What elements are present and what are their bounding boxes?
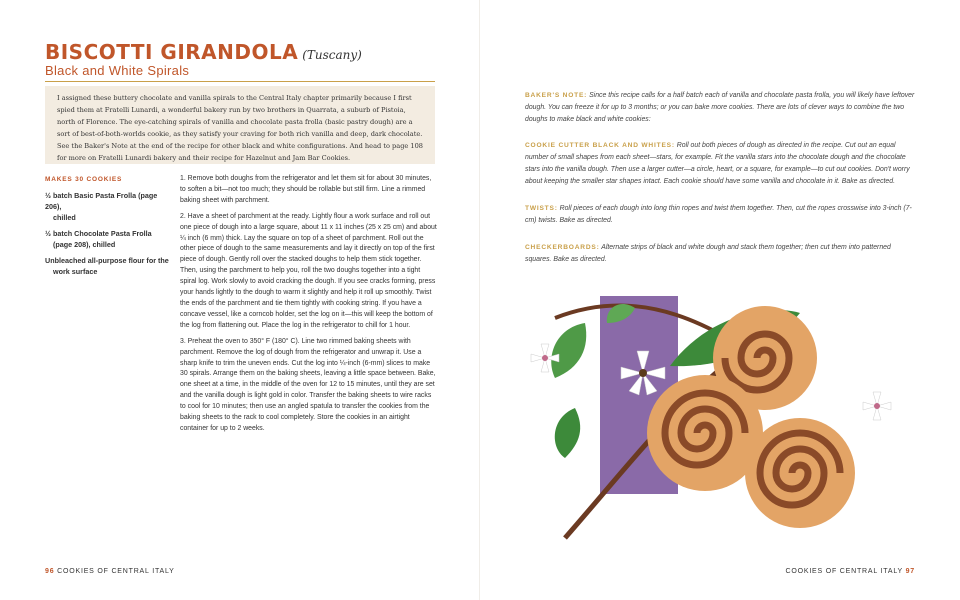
ingredient-item: ½ batch Basic Pasta Frolla (page 206), chilled	[45, 191, 158, 222]
footer-right: COOKIES OF CENTRAL ITALY 97	[785, 568, 915, 575]
cookie-illustration	[525, 288, 925, 550]
note-cookie-cutter: COOKIE CUTTER BLACK AND WHITES: Roll out both pieces of dough as directed in the recipe. Cut out an equal number of small shapes from each sheet—stars, for example. Fit the vanilla stars into the chocolate dough and the chocolate stars into the vanilla dough. Then use a larger cutter—a circle, heart, or a square, for example—to cut out cookies. Don't worry about keeping the smaller star shapes intact. Each cookie should have some vanilla and chocolate in it. Bake as directed.	[525, 142, 910, 185]
note-checkerboards: CHECKERBOARDS: Alternate strips of black and white dough and stack them together; then cut them into patterned squares. Bake as directed.	[525, 244, 891, 263]
note-twists: TWISTS: Roll pieces of each dough into long thin ropes and twist them together. Then, cut the ropes crosswise into 3-inch (7-cm) twists. Bake as directed.	[525, 205, 912, 224]
footer-left: 96 COOKIES OF CENTRAL ITALY	[45, 568, 175, 575]
yield-label: MAKES 30 COOKIES	[45, 176, 123, 183]
flower-icon	[863, 392, 891, 420]
ingredient-item: Unbleached all-purpose flour for the work surface	[45, 256, 169, 276]
step-1: 1. Remove both doughs from the refrigerator and let them sit for about 30 minutes, to soften a bit—not too much; they should be rollable but still firm. Line a rimmed baking sheet with parchment.	[180, 175, 432, 204]
leaf-icon	[551, 323, 586, 378]
right-page	[480, 0, 960, 600]
recipe-title: BISCOTTI GIRANDOLA (Tuscany)	[45, 40, 362, 64]
title-rule	[45, 81, 435, 82]
bakers-note: BAKER'S NOTE: Since this recipe calls for a half batch each of vanilla and chocolate pasta frolla, you will likely have leftover dough. You can freeze it for up to 3 months; or you can bake more cookies. There are lots of clever ways to combine the two doughs to make black and white cookies:	[525, 92, 915, 123]
recipe-subtitle: Black and White Spirals	[45, 63, 190, 78]
page-number: 96	[45, 568, 55, 575]
page-number: 97	[905, 568, 915, 575]
step-3: 3. Preheat the oven to 350° F (180° C). Line two rimmed baking sheets with parchment. Remove the log of dough from the refrigerator and unwrap it. Use a sharp knife to trim the uneven ends. Cut the log into ¼-inch (6-mm) slices to make 30 spirals. Arrange them on the baking sheets, leaving a little space between. Bake, one sheet at a time, in the middle of the oven for 12 to 15 minutes, until they are set and the vanilla dough is light gold in color. Transfer the baking sheets to wire racks to cool for 10 minutes; then use an angled spatula to transfer the cookies from the baking sheets to the rack to cool completely. Store the cookies in an airtight container for up to 2 weeks.	[180, 337, 436, 432]
ingredient-list	[45, 190, 170, 282]
step-2: 2. Have a sheet of parchment at the ready. Lightly flour a work surface and roll out one piece of dough into a large square, about 11 x 11 inches (25 x 25 cm) and about ¼ inch (6 mm) thick. Lay the square on top of a sheet of parchment. Roll out the other piece of dough to the same measurements and lay it directly on top of the first piece of dough. Gently roll over the stacked doughs to help them stick together. Then, using the parchment to help you, roll the two doughs together into a tight spiral log. Work slowly to avoid cracking the dough. If you see cracks forming, press your hands lightly to the dough to warm it slightly and help it roll up smoothly. Twist the ends of the parchment and tie them tightly with cooking string. If you have a concave vessel, like a corncob holder, set the log on it—this will keep the bottom of the log from flattening out. Place the log in the refrigerator to chill for 1 hour.	[180, 212, 437, 329]
ingredient-item: ½ batch Chocolate Pasta Frolla (page 208), chilled	[45, 229, 152, 249]
recipe-region: (Tuscany)	[302, 48, 362, 62]
intro-box: I assigned these buttery chocolate and vanilla spirals to the Central Italy chapter primarily because I first spied them at Fratelli Lunardi, a wonderful bakery run by two brothers in Quarrata, a suburb of Pistoia, north of Florence. The eye-catching spirals of vanilla and chocolate pasta frolla (basic pastry dough) are a sort of best-of-both-worlds cookie, as they satisfy your craving for both rich vanilla and deep, dark chocolate. See the Baker's Note at the end of the recipe for other black and white configurations. And head to page 108 for more on Fratelli Lunardi bakery and their recipe for Hazelnut and Jam Bar Cookies.	[45, 86, 435, 164]
method-steps	[180, 174, 438, 440]
leaf-icon	[555, 408, 580, 458]
